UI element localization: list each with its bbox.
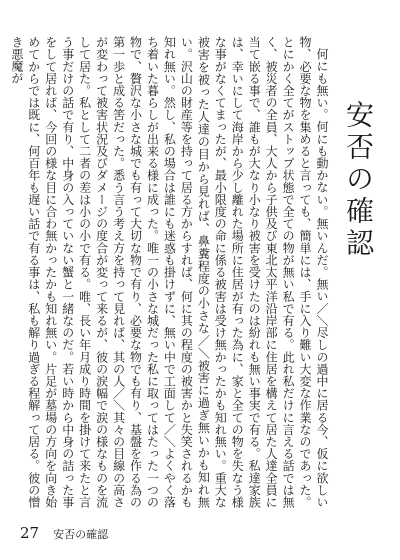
running-title: 安否の確認 <box>53 528 109 541</box>
paragraph: 何にも無い。何にも動かない。無いんだ。無い／＼尽しの過中に居る今、仮に欲しい物、必要な物を集めると言っても、簡単には、手に入り難い大変な作業なのであった。とにかく全てがストップ状態で全ての物が無い私で有る。此れ私だけに言える話では無く、被災者の全員、大人から子供及び東北太平洋沿岸部に住居を構えて居た人達全員に当て嵌る事で、誰もが大なり小なり被害を受けたのは紛れも無い事実で有る。私達家族は、幸いにして海岸から少し離れた場所に住居が有った為に、家と全ての物を失なう様な事がなくてまったが、最小限度の命に係る被害は受け無かったかも知れ無い。重大な被害を被った人達の目から見れば、鼻糞程度の小さな／＼被害に過ぎ無いかも知れ無い。沢山の財産等を持って居る方からすれば、何に其の程度の被害かと失笑されるかも知れ無い。然し、私の場合は誰にも迷惑も掛けずに、無い中で工面して／＼よくやく落ち着いた暮らしが出来る様に成った。唯一の小さな城だった私に取ってはたった一つの物で、贅沢な小さな城でも有って大切な物で有り、必要な物でも有り、基盤を作る為の第一歩と成る筈だった。悉う言う考え方を持って見れば、其の人／＼其々の目線の高さが変わって被害状況及びダメージの度合が変って来るが、彼の涙幅で涙の様なものを流して居た。私として二者の差は小の小で有る。唯、長い年月成り時間を掛けて来たと言う事だけの話で有り、中身の入っていない蟹と一緒なのだ。若い時から中身の詰った事をして居れば、今回の様な目に合わ無かったかも知れ無い。片足が墓場の方向を向き始めてからでは既に、何百年も遅い話で有る事は、私も解り過ぎる程解って居る。彼の憎き悪魔が <box>9 36 329 509</box>
page-number: 27 <box>20 524 40 542</box>
page-footer <box>20 524 108 544</box>
chapter-title: 安否の確認 <box>342 100 375 260</box>
body-text <box>9 36 330 509</box>
